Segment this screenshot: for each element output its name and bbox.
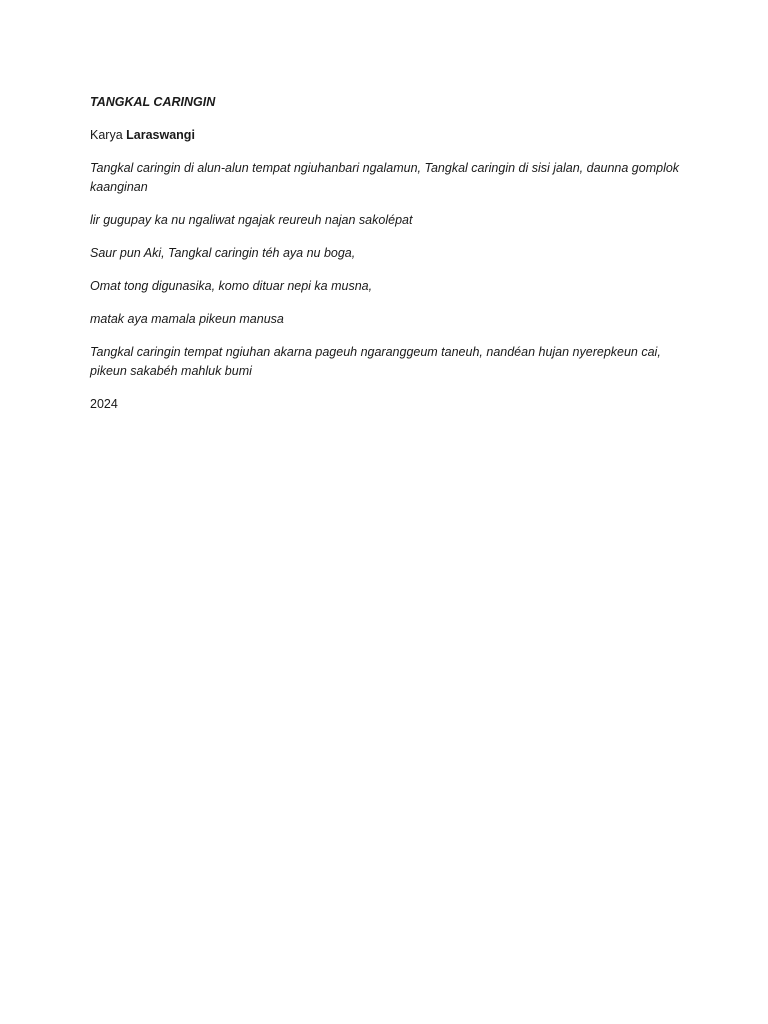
stanza-1: Tangkal caringin di alun-alun tempat ngiuhanbari ngalamun, Tangkal caringin di sisi jalan, daunna gomplok kaanginan	[90, 161, 680, 194]
year: 2024	[90, 397, 118, 411]
stanza-4: Omat tong digunasika, komo dituar nepi ka musna,	[90, 279, 373, 293]
stanza-2: lir gugupay ka nu ngaliwat ngajak reureuh najan sakolépat	[90, 213, 413, 227]
byline-prefix: Karya	[90, 128, 123, 142]
stanza-6: Tangkal caringin tempat ngiuhan akarna pageuh ngaranggeum taneuh, nandéan hujan nyerepkeun cai, pikeun sakabéh mahluk bumi	[90, 345, 661, 378]
stanza-3: Saur pun Aki, Tangkal caringin téh aya nu boga,	[90, 246, 356, 260]
author-name: Laraswangi	[126, 128, 195, 142]
stanza-5: matak aya mamala pikeun manusa	[90, 312, 284, 326]
byline	[90, 126, 690, 145]
document-body	[90, 93, 690, 428]
poem-title: TANGKAL CARINGIN	[90, 95, 216, 109]
